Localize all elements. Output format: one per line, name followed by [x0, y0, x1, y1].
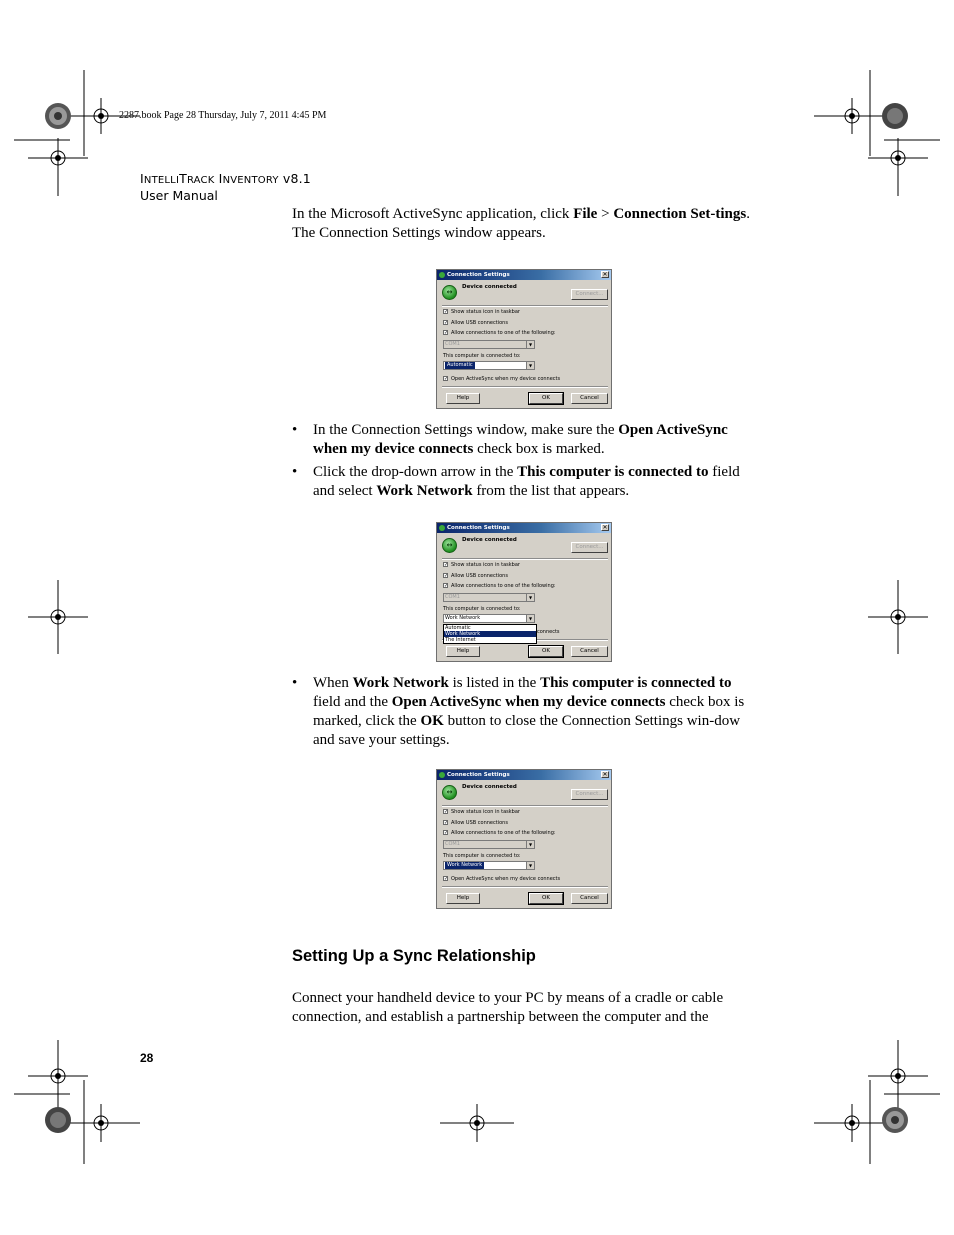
device-connected-icon: ↔: [442, 285, 457, 300]
activesync-icon: [439, 772, 445, 778]
section-heading: Setting Up a Sync Relationship: [292, 947, 536, 965]
open-activesync-checkbox: ✓: [444, 876, 449, 882]
connected-to-dropdown-list: [443, 624, 537, 644]
com-port-select: COM1 ▼: [443, 593, 535, 602]
allow-usb-checkbox: ✓: [444, 820, 449, 826]
com-port-select: COM1 ▼: [443, 340, 535, 349]
help-button: Help: [446, 893, 480, 904]
device-status-label: Device connected: [462, 537, 517, 543]
device-connected-icon: ↔: [442, 538, 457, 553]
bullet-item-2: • Click the drop-down arrow in the This computer is connected to field and select Work Network from the list that appears.: [292, 464, 740, 499]
connected-to-select: Automatic ▼: [443, 361, 535, 370]
ok-button: OK: [529, 393, 563, 404]
cancel-button: Cancel: [571, 393, 608, 404]
allow-connections-checkbox: ✓: [444, 830, 449, 836]
device-status-label: Device connected: [462, 284, 517, 290]
running-header-title: INTELLITRACK INVENTORY v8.1: [140, 171, 311, 186]
connection-settings-screenshot-1: Connection Settings ✕ ↔ Device connected Connect... ✓ Show status icon in taskbar ✓ Allow USB connections ✓ Allow connections to one of the following: COM1 ▼ This computer is connected to: Automatic ▼ ✓ Open ActiveSync when my device connects Help OK Cancel: [436, 269, 612, 409]
ok-button: OK: [529, 646, 563, 657]
activesync-icon: [439, 525, 445, 531]
allow-usb-checkbox: ✓: [444, 573, 449, 579]
dropdown-option-selected: Work Network: [444, 631, 536, 637]
help-button: Help: [446, 393, 480, 404]
connect-button: Connect...: [571, 789, 608, 800]
intro-paragraph: In the Microsoft ActiveSync application, click File > Connection Set-tings. The Connection Settings window appears.: [292, 206, 750, 241]
running-header-subtitle: User Manual: [140, 188, 218, 203]
allow-connections-checkbox: ✓: [444, 583, 449, 589]
connection-settings-screenshot-3: Connection Settings ✕ ↔ Device connected Connect... ✓ Show status icon in taskbar ✓ Allow USB connections ✓ Allow connections to one of the following: COM1 ▼ This computer is connected to: Work Network ▼ ✓ Open ActiveSync when my device connects Help OK Cancel: [436, 769, 612, 909]
help-button: Help: [446, 646, 480, 657]
ok-button: OK: [529, 893, 563, 904]
allow-connections-checkbox: ✓: [444, 330, 449, 336]
cancel-button: Cancel: [571, 893, 608, 904]
bullet-item-1: • In the Connection Settings window, make sure the Open ActiveSync when my device connects check box is marked.: [292, 422, 728, 457]
connected-to-select: Work Network ▼: [443, 614, 535, 623]
close-icon: ✕: [602, 524, 608, 531]
show-status-checkbox: ✓: [444, 809, 449, 815]
section-paragraph: Connect your handheld device to your PC by means of a cradle or cable connection, and establish a partnership between the computer and the: [292, 990, 724, 1025]
connection-settings-screenshot-2: Connection Settings ✕ ↔ Device connected Connect... ✓ Show status icon in taskbar ✓ Allow USB connections ✓ Allow connections to one of the following: COM1 ▼ This computer is connected to: Work Network ▼ Automatic Work Network The Internet connects Help OK Cancel: [436, 522, 612, 662]
close-icon: ✕: [602, 271, 608, 278]
open-activesync-checkbox: ✓: [444, 376, 449, 382]
connected-to-select: Work Network ▼: [443, 861, 535, 870]
connect-button: Connect...: [571, 289, 608, 300]
show-status-checkbox: ✓: [444, 309, 449, 315]
page-number: 28: [140, 1051, 154, 1065]
activesync-icon: [439, 272, 445, 278]
bullet-item-3: • When Work Network is listed in the This computer is connected to field and the Open ActiveSync when my device connects check box is marked, click the OK button to close the Connection Settings win-dow and save your settings.: [292, 675, 745, 748]
dropdown-option: The Internet: [445, 637, 476, 643]
connect-button: Connect...: [571, 542, 608, 553]
device-status-label: Device connected: [462, 784, 517, 790]
dialog-title-bar: Connection Settings ✕: [437, 270, 611, 280]
print-slug: 2287.book Page 28 Thursday, July 7, 2011 4:45 PM: [119, 110, 327, 121]
dropdown-option: Automatic: [445, 625, 471, 631]
dialog-title-bar: Connection Settings ✕: [437, 770, 611, 780]
cancel-button: Cancel: [571, 646, 608, 657]
show-status-checkbox: ✓: [444, 562, 449, 568]
allow-usb-checkbox: ✓: [444, 320, 449, 326]
device-connected-icon: ↔: [442, 785, 457, 800]
com-port-select: COM1 ▼: [443, 840, 535, 849]
dialog-title-bar: Connection Settings ✕: [437, 523, 611, 533]
close-icon: ✕: [602, 771, 608, 778]
